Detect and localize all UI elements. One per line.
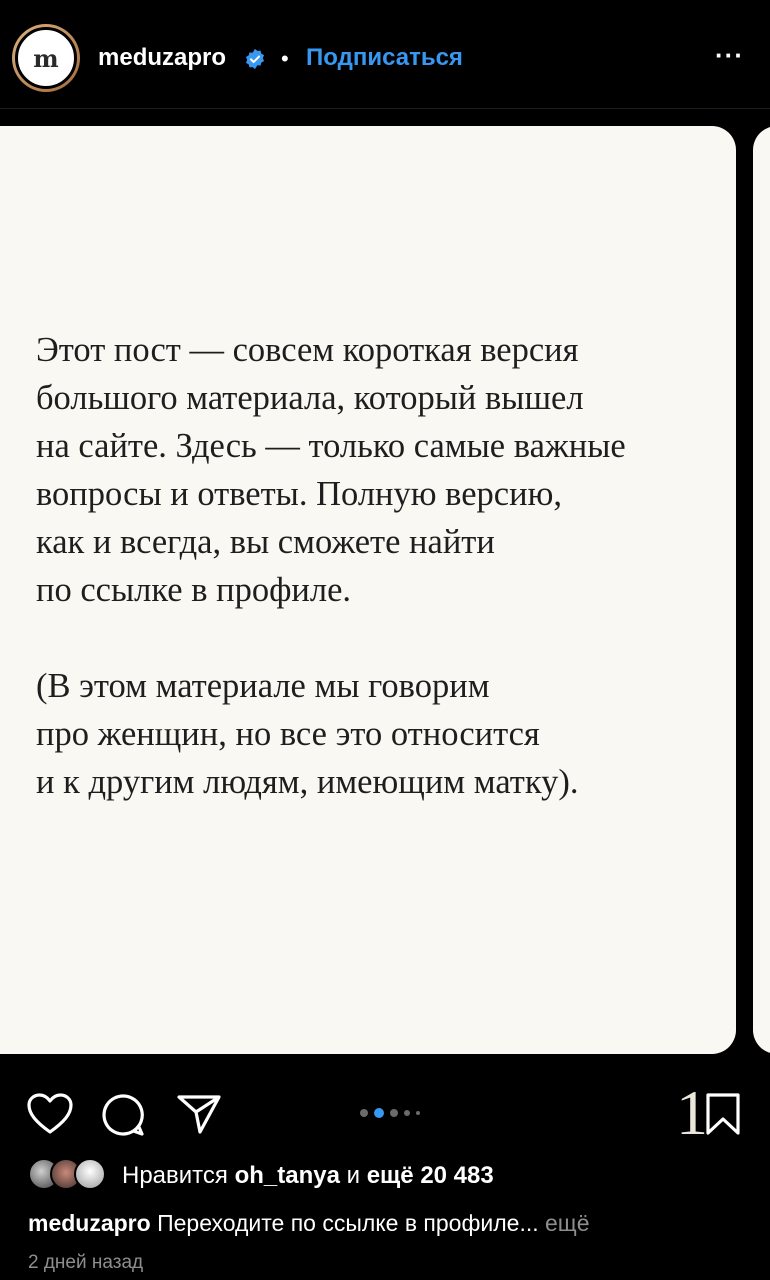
liker-username[interactable]: oh_tanya <box>234 1162 340 1189</box>
post-header <box>0 0 770 109</box>
like-heart-icon[interactable] <box>26 1092 74 1136</box>
post-paragraph-1: Этот пост — совсем короткая версия большого материала, который вышел на сайте. Здесь — только самые важные вопросы и ответы. Полную версию, как и всегда, вы сможете найти по ссылке в профиле. <box>36 331 626 609</box>
bookmark-icon[interactable] <box>704 1092 742 1136</box>
page-number: 1 <box>676 1077 708 1148</box>
comment-icon[interactable] <box>100 1092 146 1138</box>
post-image-card[interactable] <box>0 126 736 1148</box>
separator-dot: • <box>281 46 289 71</box>
post-paragraph-2: (В этом материале мы говорим про женщин, но все это относится и к другим людям, имеющим матку). <box>36 667 579 801</box>
caption-more-link[interactable]: ещё <box>545 1210 590 1236</box>
next-slide-peek[interactable] <box>753 126 770 1054</box>
caption <box>28 1210 590 1237</box>
carousel-dot <box>374 1108 384 1118</box>
carousel-indicator <box>360 1104 426 1120</box>
likes-text <box>122 1162 494 1190</box>
carousel-dot <box>416 1111 420 1115</box>
more-options-icon[interactable]: ··· <box>715 40 744 70</box>
carousel-dot <box>360 1109 368 1117</box>
subscribe-button[interactable]: Подписаться <box>306 44 463 71</box>
carousel-dot <box>390 1109 398 1117</box>
verified-badge-icon <box>244 48 266 70</box>
avatar-logo: m <box>15 27 77 89</box>
caption-username[interactable]: meduzapro <box>28 1210 151 1236</box>
liker-avatar <box>74 1158 106 1190</box>
post-timestamp: 2 дней назад <box>28 1252 144 1273</box>
likes-count[interactable]: ещё 20 483 <box>366 1162 494 1189</box>
share-send-icon[interactable] <box>176 1092 222 1136</box>
username[interactable]: meduzapro <box>98 44 227 71</box>
likes-middle: и <box>339 1162 367 1189</box>
carousel-dot <box>404 1110 410 1116</box>
avatar[interactable] <box>12 24 80 92</box>
likes-prefix: Нравится <box>122 1162 235 1189</box>
caption-text: Переходите по ссылке в профиле... <box>150 1210 546 1236</box>
